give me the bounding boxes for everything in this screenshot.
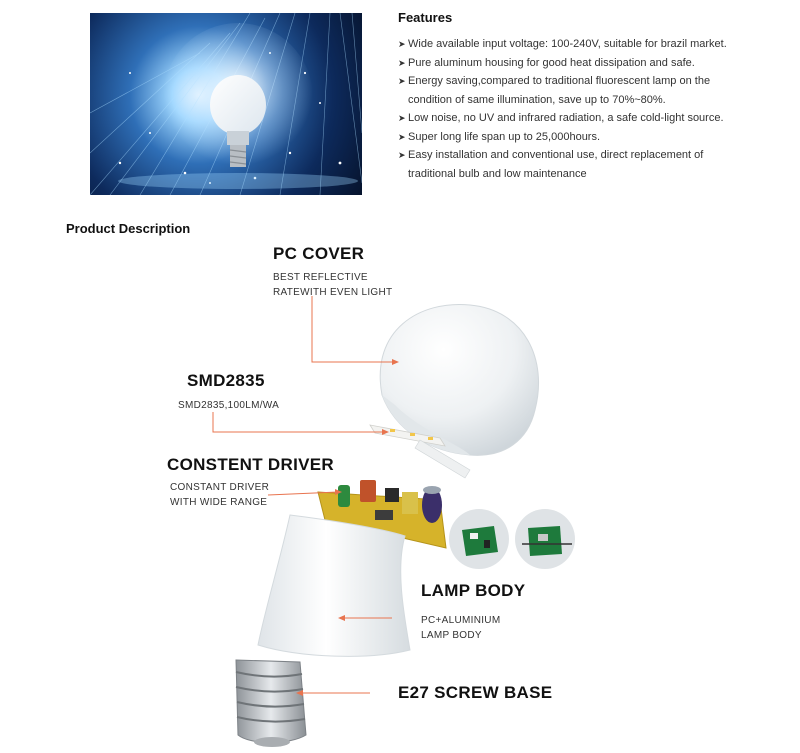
lamp-body-desc-line2: LAMP BODY bbox=[421, 630, 482, 641]
smd-title: SMD2835 bbox=[187, 371, 265, 390]
lamp-body-desc-line1: PC+ALUMINIUM bbox=[421, 615, 501, 626]
feature-text-cont: traditional bulb and low maintenance bbox=[408, 167, 587, 180]
feature-text: Wide available input voltage: 100-240V, suitable for brazil market. bbox=[408, 38, 727, 50]
arrow-bullet-icon: ➤ bbox=[398, 76, 406, 86]
pc-cover-title: PC COVER bbox=[273, 244, 365, 263]
feature-text: Low noise, no UV and infrared radiation, a safe cold-light source. bbox=[408, 112, 724, 124]
features-heading: Features bbox=[398, 10, 453, 25]
driver-desc-line1: CONSTANT DRIVER bbox=[170, 482, 270, 493]
arrow-bullet-icon: ➤ bbox=[398, 57, 406, 68]
feature-text-cont: condition of same illumination, save up to 70%~80%. bbox=[408, 93, 666, 106]
arrow-bullet-icon: ➤ bbox=[398, 150, 406, 160]
pcb-thumbnail-2 bbox=[515, 509, 575, 569]
driver-title: CONSTENT DRIVER bbox=[167, 455, 334, 474]
product-description-heading: Product Description bbox=[66, 221, 191, 236]
arrow-bullet-icon: ➤ bbox=[398, 113, 406, 123]
lamp-body-desc bbox=[421, 613, 500, 643]
smd-desc: SMD2835,100LM/WA bbox=[178, 400, 280, 411]
lamp-body-title: LAMP BODY bbox=[421, 581, 526, 600]
driver-desc bbox=[170, 480, 269, 510]
pc-cover-desc-line1: BEST REFLECTIVE bbox=[273, 272, 368, 283]
e27-screw-base bbox=[236, 660, 306, 747]
feature-text: Energy saving,compared to traditional fluorescent lamp on the bbox=[408, 75, 711, 87]
lamp-body bbox=[258, 515, 410, 656]
screw-base-title: E27 SCREW BASE bbox=[398, 683, 553, 702]
pcb-thumbnail-1 bbox=[449, 509, 509, 569]
arrow-bullet-icon: ➤ bbox=[398, 131, 406, 142]
feature-text: Easy installation and conventional use, direct replacement of bbox=[408, 149, 704, 161]
arrow-bullet-icon: ➤ bbox=[398, 39, 406, 49]
pc-cover-desc-line2: RATEWITH EVEN LIGHT bbox=[273, 287, 393, 298]
driver-desc-line2: WITH WIDE RANGE bbox=[170, 497, 268, 508]
pc-cover-desc bbox=[273, 270, 392, 300]
feature-text: Pure aluminum housing for good heat dissipation and safe. bbox=[408, 56, 695, 69]
feature-text: Super long life span up to 25,000hours. bbox=[408, 130, 601, 143]
